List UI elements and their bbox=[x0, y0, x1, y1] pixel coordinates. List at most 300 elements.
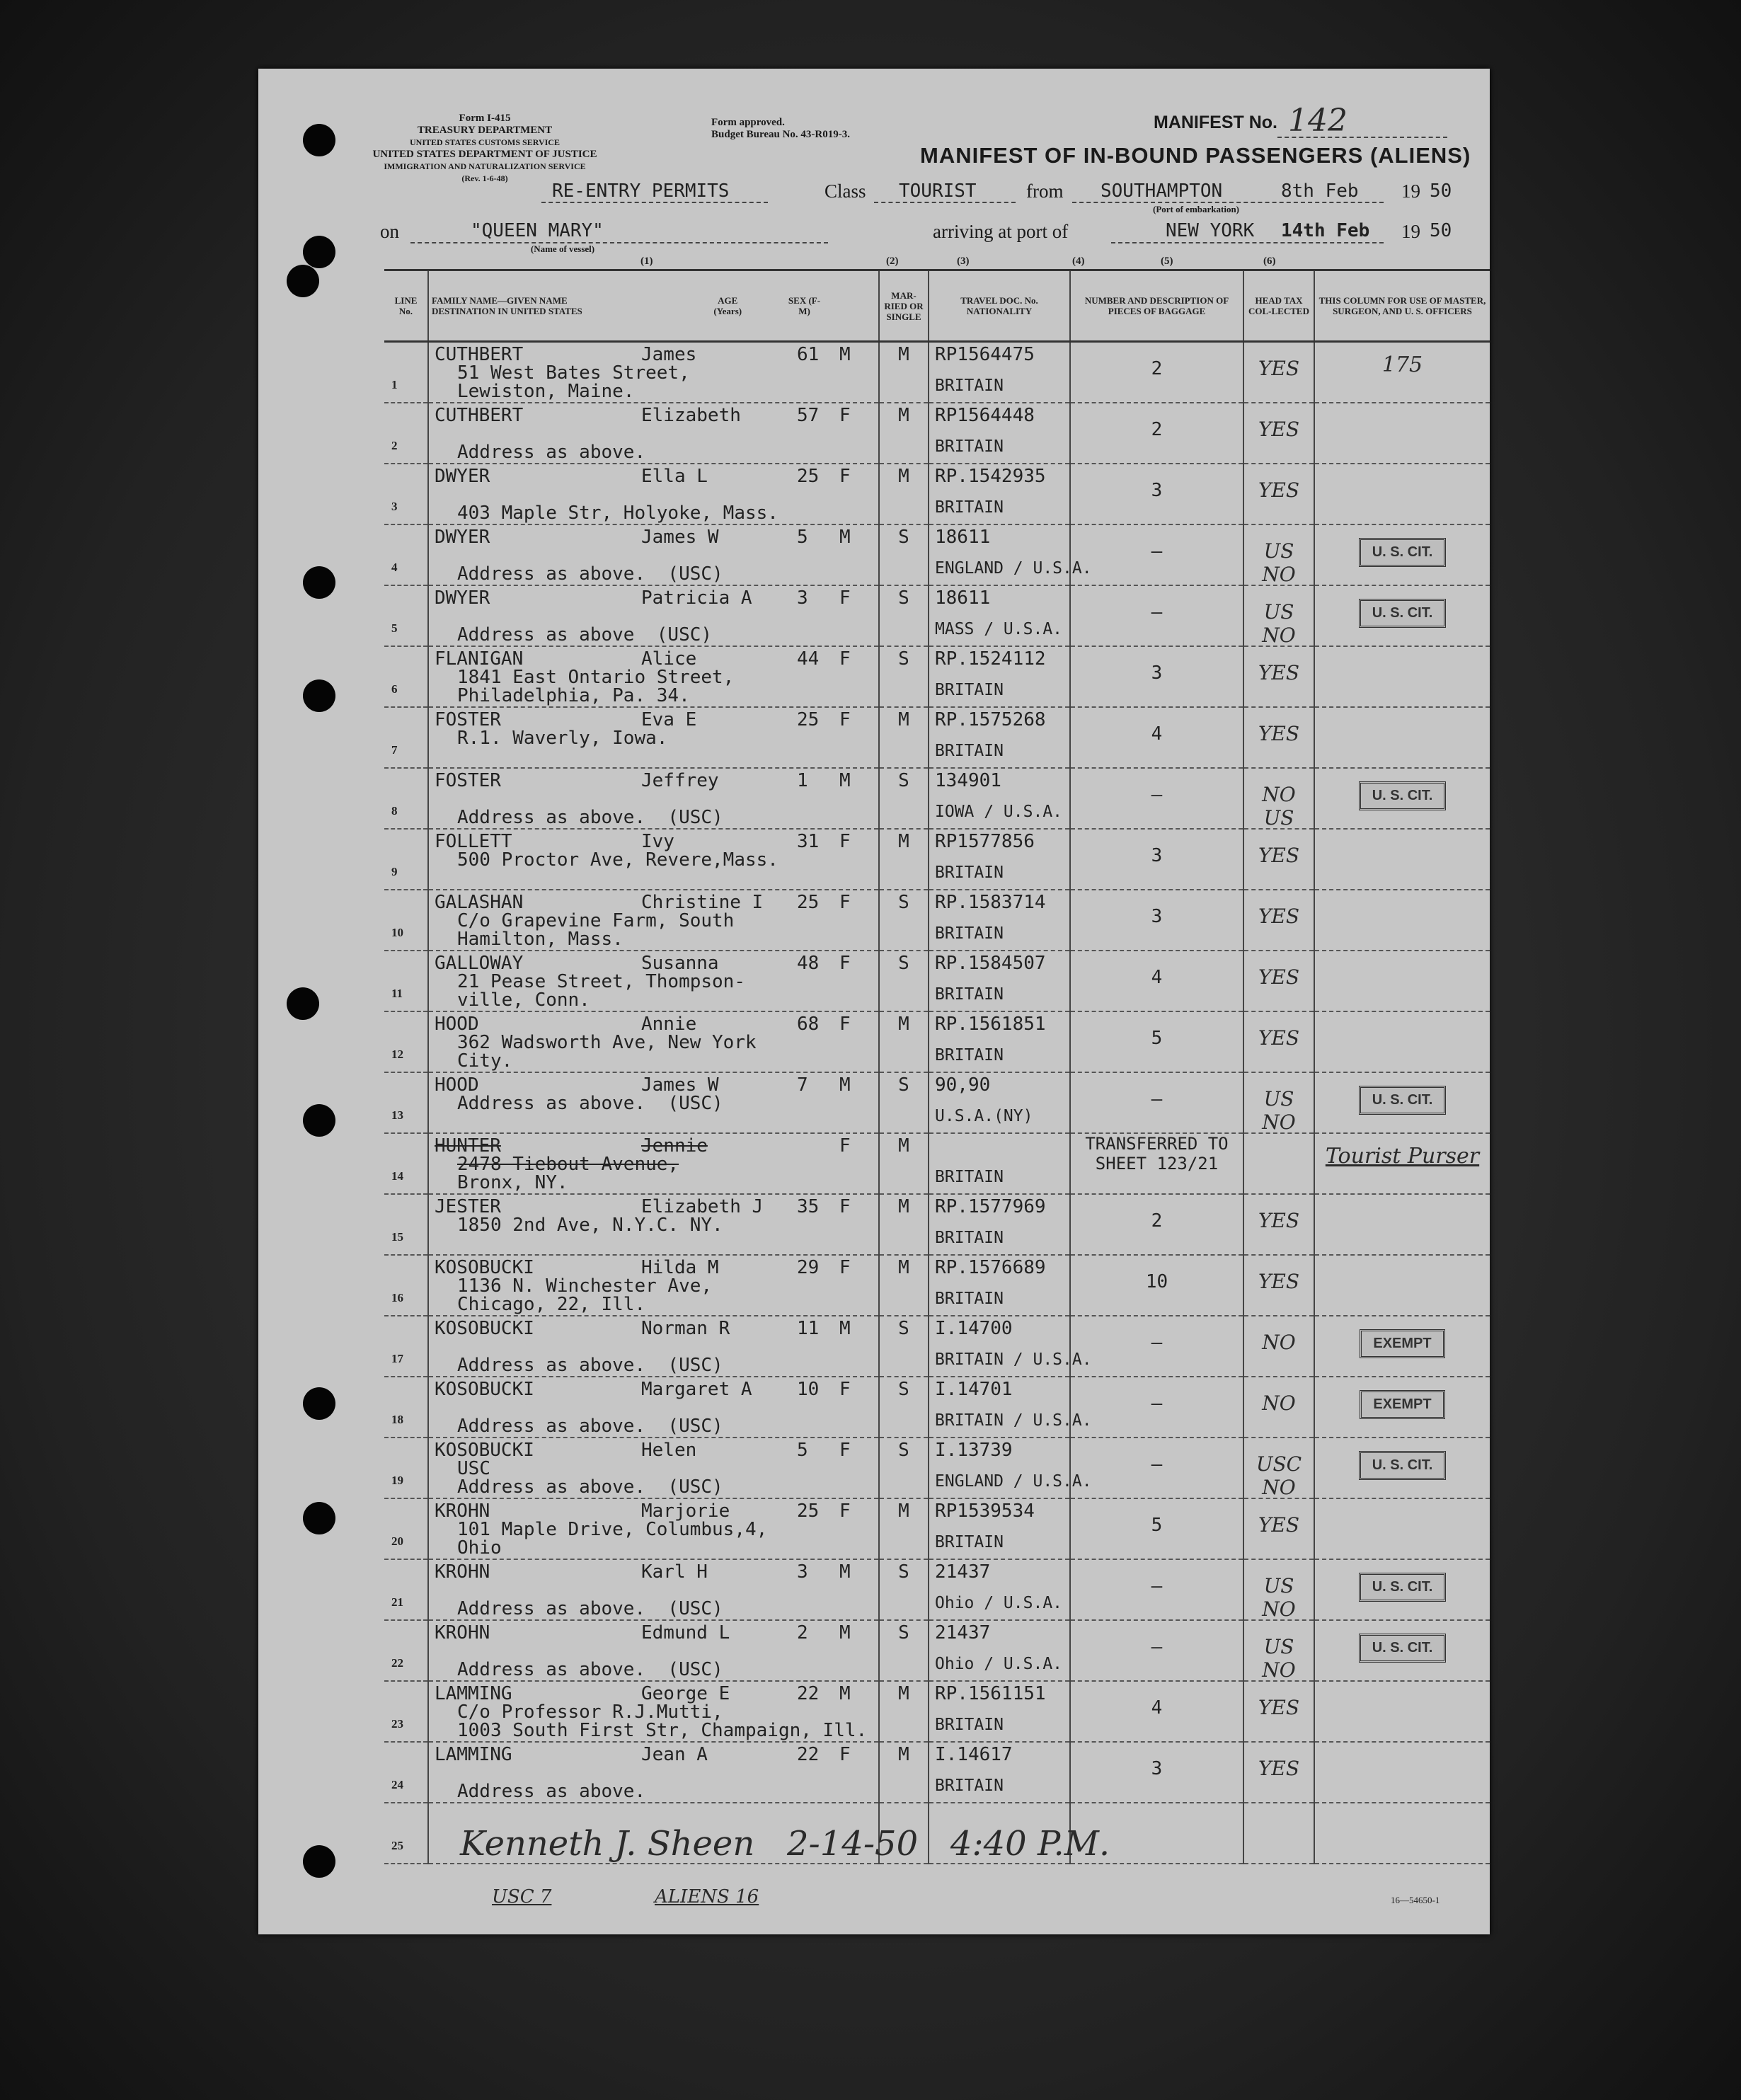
table-row bbox=[384, 768, 1490, 829]
vessel-caption: (Name of vessel) bbox=[530, 243, 595, 254]
officer-stamp: U. S. CIT. bbox=[1359, 1451, 1447, 1480]
print-code: 16—54650-1 bbox=[1391, 1895, 1440, 1905]
table-row bbox=[384, 646, 1490, 707]
revision-date: (Rev. 1-6-48) bbox=[461, 173, 508, 183]
passenger-given-name: Annie bbox=[641, 1014, 697, 1035]
marital-status: S bbox=[898, 648, 909, 670]
baggage-count: 3 bbox=[1151, 480, 1163, 501]
married-cell bbox=[879, 403, 929, 464]
baggage-cell bbox=[1070, 1316, 1243, 1377]
passenger-address-2: Address as above. (USC) bbox=[457, 1659, 723, 1680]
passenger-age: 61 bbox=[797, 344, 820, 365]
table-row bbox=[384, 1681, 1490, 1742]
punch-hole bbox=[303, 1502, 335, 1534]
tax-cell bbox=[1243, 951, 1314, 1011]
passenger-address-2: Address as above (USC) bbox=[457, 624, 713, 646]
treasury-dept: TREASURY DEPARTMENT bbox=[417, 125, 553, 136]
travel-doc-no: RP.1575268 bbox=[935, 709, 1046, 730]
manifest-rows bbox=[384, 342, 1490, 1864]
tax-cell bbox=[1243, 1255, 1314, 1316]
nationality: Ohio / U.S.A. bbox=[935, 1655, 1063, 1673]
punch-hole bbox=[303, 1104, 335, 1137]
table-row bbox=[384, 1133, 1490, 1194]
nationality: BRITAIN bbox=[935, 1777, 1004, 1795]
officers-cell bbox=[1314, 646, 1490, 707]
travel-cell bbox=[929, 707, 1070, 768]
table-row bbox=[384, 1011, 1490, 1072]
arriving-line bbox=[1111, 242, 1384, 243]
head-tax: YES bbox=[1258, 965, 1300, 989]
nationality: U.S.A.(NY) bbox=[935, 1107, 1033, 1125]
baggage-count: – bbox=[1151, 1636, 1163, 1658]
class-line bbox=[874, 202, 1016, 203]
baggage-cell bbox=[1070, 1377, 1243, 1438]
punch-hole bbox=[303, 1387, 335, 1420]
nationality: BRITAIN bbox=[935, 742, 1004, 760]
table-row bbox=[384, 829, 1490, 890]
baggage-cell bbox=[1070, 464, 1243, 524]
year-value: 50 bbox=[1430, 180, 1452, 202]
header-travel: TRAVEL DOC. No. NATIONALITY bbox=[929, 270, 1070, 342]
tax-cell bbox=[1243, 890, 1314, 951]
officers-cell bbox=[1314, 1742, 1490, 1803]
passenger-given-name: Alice bbox=[641, 648, 697, 670]
baggage-count: – bbox=[1151, 1454, 1163, 1475]
line-no-cell bbox=[384, 1498, 428, 1559]
passenger-given-name: Susanna bbox=[641, 953, 719, 974]
line-number: 19 bbox=[391, 1474, 403, 1487]
line-no-cell bbox=[384, 829, 428, 890]
passenger-surname: LAMMING bbox=[435, 1683, 512, 1704]
passenger-sex: F bbox=[839, 831, 851, 852]
col-num-5: (5) bbox=[1161, 256, 1173, 267]
officer-note: 175 bbox=[1381, 352, 1423, 377]
passenger-sex: M bbox=[839, 1318, 851, 1339]
form-approved: Form approved. bbox=[711, 117, 785, 128]
name-cell bbox=[428, 403, 879, 464]
nationality: BRITAIN bbox=[935, 437, 1004, 456]
officers-cell bbox=[1314, 1194, 1490, 1255]
marital-status: M bbox=[898, 1257, 909, 1278]
passenger-surname: KOSOBUCKI bbox=[435, 1379, 534, 1400]
travel-doc-no: RP.1561151 bbox=[935, 1683, 1046, 1704]
travel-doc-no: 18611 bbox=[935, 587, 991, 609]
marital-status: S bbox=[898, 1379, 909, 1400]
nationality: BRITAIN bbox=[935, 1533, 1004, 1551]
arriving-date: 14th Feb bbox=[1281, 220, 1370, 241]
passenger-surname: KOSOBUCKI bbox=[435, 1440, 534, 1461]
travel-doc-no: I.13739 bbox=[935, 1440, 1013, 1461]
header-tax: HEAD TAX COL-LECTED bbox=[1243, 270, 1314, 342]
baggage-count: 3 bbox=[1151, 906, 1163, 927]
baggage-count: – bbox=[1151, 1089, 1163, 1110]
passenger-address-1: R.1. Waverly, Iowa. bbox=[457, 728, 668, 749]
year-prefix: 19 bbox=[1401, 180, 1420, 202]
baggage-cell bbox=[1070, 403, 1243, 464]
passenger-address-1: 51 West Bates Street, bbox=[457, 362, 690, 384]
nationality: MASS / U.S.A. bbox=[935, 620, 1063, 638]
form-number: Form I-415 bbox=[459, 113, 511, 124]
passenger-surname: KOSOBUCKI bbox=[435, 1257, 534, 1278]
passenger-age: 44 bbox=[797, 648, 820, 670]
reentry-permits: RE-ENTRY PERMITS bbox=[552, 180, 730, 202]
married-cell bbox=[879, 1438, 929, 1498]
passenger-sex: F bbox=[839, 587, 851, 609]
baggage-cell bbox=[1070, 1742, 1243, 1803]
married-cell bbox=[879, 1194, 929, 1255]
nationality: BRITAIN bbox=[935, 863, 1004, 882]
marital-status: M bbox=[898, 344, 909, 365]
head-tax: NO bbox=[1262, 1392, 1296, 1415]
marital-status: S bbox=[898, 1074, 909, 1096]
baggage-cell bbox=[1070, 890, 1243, 951]
nationality: BRITAIN bbox=[935, 498, 1004, 517]
passenger-address-2: ville, Conn. bbox=[457, 989, 590, 1011]
aliens-tally: ALIENS 16 bbox=[655, 1886, 759, 1907]
nationality: BRITAIN bbox=[935, 1716, 1004, 1734]
passenger-sex: F bbox=[839, 1257, 851, 1278]
married-cell bbox=[879, 342, 929, 403]
head-tax: YES bbox=[1258, 844, 1300, 867]
table-row bbox=[384, 464, 1490, 524]
marital-status: M bbox=[898, 1135, 909, 1157]
passenger-address-1: 1841 East Ontario Street, bbox=[457, 667, 735, 688]
travel-doc-no: RP1564448 bbox=[935, 405, 1035, 426]
baggage-count: 5 bbox=[1151, 1515, 1163, 1536]
table-row bbox=[384, 951, 1490, 1011]
line-number: 6 bbox=[391, 682, 398, 696]
baggage-count: 10 bbox=[1145, 1271, 1168, 1292]
col-num-1: (1) bbox=[640, 256, 653, 267]
passenger-given-name: Norman R bbox=[641, 1318, 730, 1339]
married-cell bbox=[879, 707, 929, 768]
passenger-given-name: Christine I bbox=[641, 892, 764, 913]
passenger-surname: GALLOWAY bbox=[435, 953, 524, 974]
from-date: 8th Feb bbox=[1281, 180, 1359, 202]
budget-bureau: Budget Bureau No. 43-R019-3. bbox=[711, 129, 850, 140]
baggage-cell bbox=[1070, 1498, 1243, 1559]
baggage-count: – bbox=[1151, 1393, 1163, 1414]
officers-cell bbox=[1314, 1620, 1490, 1681]
passenger-address-1: C/o Grapevine Farm, South bbox=[457, 910, 735, 931]
name-cell bbox=[428, 1498, 879, 1559]
passenger-address-2: Bronx, NY. bbox=[457, 1172, 568, 1193]
passenger-address-2: Hamilton, Mass. bbox=[457, 929, 624, 950]
passenger-given-name: Helen bbox=[641, 1440, 697, 1461]
manifest-no-line bbox=[1277, 137, 1447, 138]
officers-cell bbox=[1314, 1255, 1490, 1316]
passenger-age: 25 bbox=[797, 1501, 820, 1522]
line-number: 10 bbox=[391, 926, 403, 939]
officers-cell bbox=[1314, 1377, 1490, 1438]
travel-cell bbox=[929, 1498, 1070, 1559]
baggage-cell bbox=[1070, 1559, 1243, 1620]
passenger-age: 31 bbox=[797, 831, 820, 852]
passenger-age: 22 bbox=[797, 1744, 820, 1765]
header-married: MAR-RIED OR SINGLE bbox=[879, 270, 929, 342]
baggage-cell bbox=[1070, 585, 1243, 646]
passenger-address-1: 362 Wadsworth Ave, New York bbox=[457, 1032, 757, 1053]
travel-cell bbox=[929, 1681, 1070, 1742]
passenger-address-2: Lewiston, Maine. bbox=[457, 381, 635, 402]
manifest-table bbox=[384, 269, 1490, 1864]
line-no-cell bbox=[384, 1438, 428, 1498]
baggage-count: – bbox=[1151, 602, 1163, 623]
line-no-cell bbox=[384, 1803, 428, 1864]
tax-cell bbox=[1243, 768, 1314, 829]
passenger-age: 5 bbox=[797, 527, 808, 548]
line-number: 18 bbox=[391, 1413, 403, 1426]
passenger-sex: F bbox=[839, 648, 851, 670]
head-tax: YES bbox=[1258, 418, 1300, 441]
married-cell bbox=[879, 1742, 929, 1803]
passenger-address-2: Philadelphia, Pa. 34. bbox=[457, 685, 690, 706]
passenger-address-2: 1003 South First Str, Champaign, Ill. bbox=[457, 1720, 868, 1741]
tax-cell bbox=[1243, 1498, 1314, 1559]
officers-cell bbox=[1314, 890, 1490, 951]
travel-doc-no: RP1539534 bbox=[935, 1501, 1035, 1522]
passenger-age: 10 bbox=[797, 1379, 820, 1400]
header-age: AGE (Years) bbox=[713, 295, 742, 316]
punch-hole bbox=[287, 265, 319, 297]
passenger-given-name: Edmund L bbox=[641, 1622, 730, 1643]
travel-doc-no: RP.1577969 bbox=[935, 1196, 1046, 1217]
nationality: BRITAIN bbox=[935, 681, 1004, 699]
marital-status: S bbox=[898, 1622, 909, 1643]
married-cell bbox=[879, 1072, 929, 1133]
line-no-cell bbox=[384, 1620, 428, 1681]
nationality: BRITAIN / U.S.A. bbox=[935, 1411, 1092, 1430]
name-cell bbox=[428, 342, 879, 403]
marital-status: M bbox=[898, 405, 909, 426]
baggage-count: – bbox=[1151, 784, 1163, 805]
passenger-surname: FOSTER bbox=[435, 770, 501, 791]
married-cell bbox=[879, 890, 929, 951]
table-row bbox=[384, 1255, 1490, 1316]
married-cell bbox=[879, 768, 929, 829]
head-tax: YES bbox=[1258, 1513, 1300, 1537]
baggage-count: 5 bbox=[1151, 1028, 1163, 1049]
punch-hole bbox=[303, 566, 335, 599]
passenger-address-2: Address as above. (USC) bbox=[457, 1416, 723, 1437]
class-label: Class bbox=[824, 180, 866, 202]
line-no-cell bbox=[384, 585, 428, 646]
table-row bbox=[384, 707, 1490, 768]
marital-status: S bbox=[898, 1318, 909, 1339]
line-number: 17 bbox=[391, 1352, 403, 1365]
married-cell bbox=[879, 524, 929, 585]
col-num-2: (2) bbox=[886, 256, 899, 267]
travel-cell bbox=[929, 403, 1070, 464]
passenger-age: 1 bbox=[797, 770, 808, 791]
on-label: on bbox=[380, 221, 399, 242]
marital-status: S bbox=[898, 587, 909, 609]
name-cell bbox=[428, 1133, 879, 1194]
line-number: 5 bbox=[391, 621, 398, 635]
travel-cell bbox=[929, 585, 1070, 646]
line-no-cell bbox=[384, 1316, 428, 1377]
name-cell bbox=[428, 951, 879, 1011]
name-cell bbox=[428, 768, 879, 829]
officer-signature: Kenneth J. Sheen 2-14-50 4:40 P.M. bbox=[460, 1824, 1110, 1864]
passenger-age: 7 bbox=[797, 1074, 808, 1096]
travel-cell bbox=[929, 1377, 1092, 1438]
baggage-cell bbox=[1070, 524, 1243, 585]
tax-cell bbox=[1243, 1072, 1314, 1133]
passenger-address-1: C/o Professor R.J.Mutti, bbox=[457, 1702, 723, 1723]
baggage-count: 4 bbox=[1151, 1697, 1163, 1719]
head-tax: US NO bbox=[1262, 600, 1296, 647]
marital-status: S bbox=[898, 1561, 909, 1583]
form-header-left bbox=[368, 113, 602, 185]
name-cell bbox=[428, 890, 879, 951]
name-cell bbox=[428, 1620, 879, 1681]
baggage-count: 3 bbox=[1151, 845, 1163, 866]
line-number: 23 bbox=[391, 1717, 403, 1731]
marital-status: S bbox=[898, 953, 909, 974]
officers-cell bbox=[1314, 1803, 1490, 1864]
passenger-sex: F bbox=[839, 466, 851, 487]
travel-doc-no: RP.1561851 bbox=[935, 1014, 1046, 1035]
passenger-age: 25 bbox=[797, 466, 820, 487]
married-cell bbox=[879, 646, 929, 707]
header-sex: SEX (F-M) bbox=[788, 295, 821, 316]
baggage-cell bbox=[1070, 1438, 1243, 1498]
table-row bbox=[384, 342, 1490, 403]
passenger-surname: HUNTER bbox=[435, 1135, 501, 1157]
baggage-cell bbox=[1070, 1620, 1243, 1681]
marital-status: S bbox=[898, 770, 909, 791]
table-row bbox=[384, 1194, 1490, 1255]
baggage-cell bbox=[1070, 1255, 1243, 1316]
nationality: ENGLAND / U.S.A. bbox=[935, 559, 1092, 578]
baggage-cell bbox=[1070, 768, 1243, 829]
name-cell bbox=[428, 1681, 879, 1742]
name-cell bbox=[428, 1559, 879, 1620]
name-cell bbox=[428, 464, 879, 524]
officers-cell bbox=[1314, 1133, 1490, 1194]
baggage-cell bbox=[1070, 1011, 1243, 1072]
officer-note: Tourist Purser bbox=[1325, 1144, 1480, 1169]
line-no-cell bbox=[384, 1133, 428, 1194]
tax-cell bbox=[1243, 342, 1314, 403]
line-no-cell bbox=[384, 1072, 428, 1133]
passenger-age: 35 bbox=[797, 1196, 820, 1217]
punch-hole bbox=[303, 1845, 335, 1878]
married-cell bbox=[879, 1681, 929, 1742]
travel-doc-no: RP1564475 bbox=[935, 344, 1035, 365]
passenger-address-1: 500 Proctor Ave, Revere,Mass. bbox=[457, 849, 778, 871]
travel-doc-no: I.14700 bbox=[935, 1318, 1013, 1339]
marital-status: S bbox=[898, 1440, 909, 1461]
tax-cell bbox=[1243, 646, 1314, 707]
passenger-given-name: Margaret A bbox=[641, 1379, 752, 1400]
passenger-address-2: Address as above. (USC) bbox=[457, 807, 723, 828]
tax-cell bbox=[1243, 1316, 1314, 1377]
passenger-surname: KROHN bbox=[435, 1622, 490, 1643]
class-value: TOURIST bbox=[899, 180, 977, 202]
passenger-given-name: Elizabeth bbox=[641, 405, 741, 426]
officer-stamp: U. S. CIT. bbox=[1359, 599, 1447, 628]
passenger-given-name: Ivy bbox=[641, 831, 674, 852]
line-number: 4 bbox=[391, 561, 398, 574]
baggage-cell bbox=[1070, 1133, 1243, 1194]
line-no-cell bbox=[384, 890, 428, 951]
form-approval bbox=[711, 117, 924, 141]
marital-status: M bbox=[898, 466, 909, 487]
line-number: 25 bbox=[391, 1839, 403, 1852]
embark-caption: (Port of embarkation) bbox=[1152, 204, 1240, 214]
passenger-given-name: Jean A bbox=[641, 1744, 708, 1765]
passenger-age: 48 bbox=[797, 953, 820, 974]
tax-cell bbox=[1243, 707, 1314, 768]
line-no-cell bbox=[384, 1742, 428, 1803]
tax-cell bbox=[1243, 585, 1314, 646]
travel-cell bbox=[929, 1438, 1092, 1498]
passenger-address-2: Address as above. bbox=[457, 1781, 646, 1802]
married-cell bbox=[879, 1011, 929, 1072]
baggage-count: 3 bbox=[1151, 662, 1163, 684]
table-row bbox=[384, 1498, 1490, 1559]
officers-cell bbox=[1314, 1559, 1490, 1620]
passenger-sex: F bbox=[839, 953, 851, 974]
passenger-address-2: Address as above. (USC) bbox=[457, 563, 723, 585]
passenger-address-1: USC bbox=[457, 1458, 490, 1479]
name-cell bbox=[428, 1072, 879, 1133]
baggage-cell bbox=[1070, 342, 1243, 403]
usc-tally: USC 7 bbox=[492, 1886, 552, 1907]
head-tax: USC NO bbox=[1256, 1452, 1302, 1499]
marital-status: S bbox=[898, 527, 909, 548]
name-cell bbox=[428, 829, 879, 890]
passenger-age: 22 bbox=[797, 1683, 820, 1704]
passenger-address-2: Address as above. (USC) bbox=[457, 1598, 723, 1619]
travel-doc-no: 18611 bbox=[935, 527, 991, 548]
passenger-surname: GALASHAN bbox=[435, 892, 524, 913]
passenger-given-name: Karl H bbox=[641, 1561, 708, 1583]
arriving-port: NEW YORK bbox=[1166, 220, 1255, 241]
tax-cell bbox=[1243, 1377, 1314, 1438]
officers-cell bbox=[1314, 1011, 1490, 1072]
baggage-cell bbox=[1070, 707, 1243, 768]
passenger-given-name: George E bbox=[641, 1683, 730, 1704]
line-number: 14 bbox=[391, 1169, 403, 1183]
travel-cell bbox=[929, 342, 1070, 403]
officers-cell bbox=[1314, 403, 1490, 464]
passenger-address-1: Address as above. (USC) bbox=[457, 1093, 723, 1114]
line-no-cell bbox=[384, 524, 428, 585]
tax-cell bbox=[1243, 1803, 1314, 1864]
passenger-surname: JESTER bbox=[435, 1196, 501, 1217]
officers-cell bbox=[1314, 1498, 1490, 1559]
married-cell bbox=[879, 1620, 929, 1681]
travel-doc-no: 90,90 bbox=[935, 1074, 991, 1096]
name-cell bbox=[428, 1742, 879, 1803]
reentry-line bbox=[541, 202, 768, 203]
officers-cell bbox=[1314, 951, 1490, 1011]
passenger-given-name: Eva E bbox=[641, 709, 697, 730]
officers-cell bbox=[1314, 768, 1490, 829]
customs-service: UNITED STATES CUSTOMS SERVICE bbox=[410, 137, 560, 147]
line-number: 9 bbox=[391, 865, 398, 878]
passenger-surname: FOLLETT bbox=[435, 831, 512, 852]
passenger-given-name: Jeffrey bbox=[641, 770, 719, 791]
line-no-cell bbox=[384, 1681, 428, 1742]
passenger-surname: FLANIGAN bbox=[435, 648, 524, 670]
name-cell bbox=[428, 1255, 879, 1316]
marital-status: S bbox=[898, 892, 909, 913]
travel-cell bbox=[929, 1194, 1070, 1255]
